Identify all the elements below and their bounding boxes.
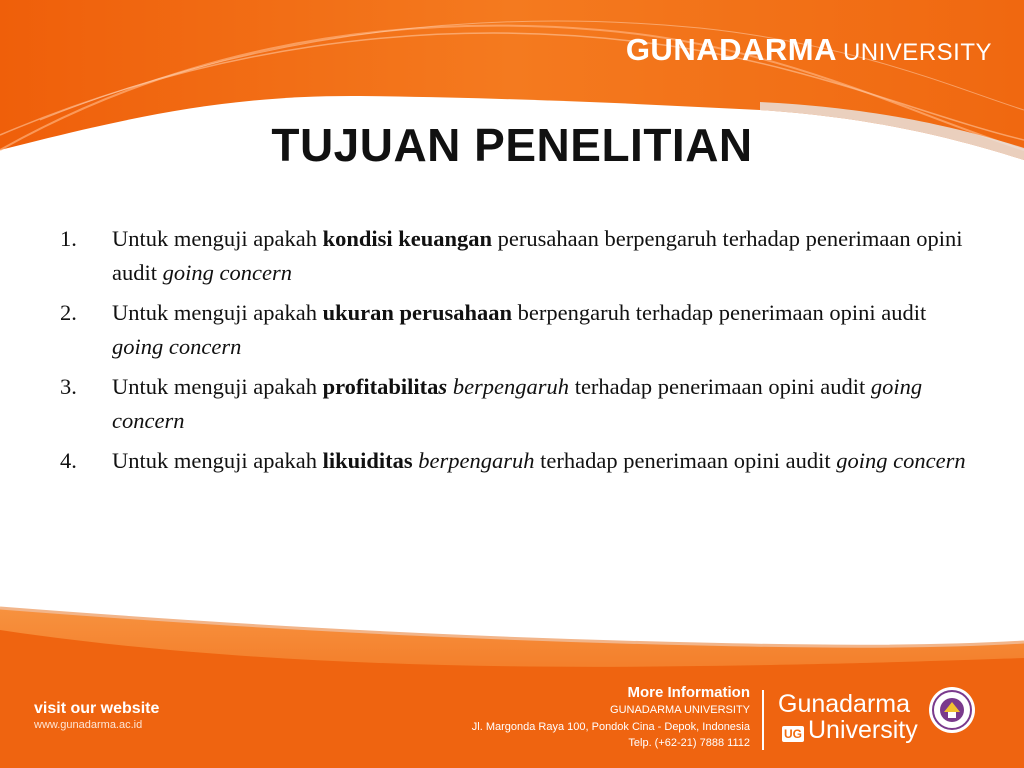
phone: Telp. (+62-21) 7888 1112 [628,737,750,749]
objective-italic-verb: berpengaruh [447,374,570,399]
brand-suffix: UNIVERSITY [842,39,992,66]
address: Jl. Margonda Raya 100, Pondok Cina - Depok, Indonesia [471,721,750,733]
objective-italic-verb: berpengaruh [412,448,535,473]
objective-key-variable: likuiditas [322,448,413,473]
objective-italic-term: going concern [162,260,292,285]
website-link[interactable]: www.gunadarma.ac.id [34,719,143,731]
objective-item [60,370,970,438]
more-info-title: More Information [627,684,750,701]
objective-text-body: berpengaruh terhadap penerimaan opini audit [512,300,927,325]
objective-text-lead: Untuk menguji apakah [112,374,323,399]
objective-key-variable: kondisi keuangan [322,226,493,251]
logo-line1: Gunadarma [778,690,911,718]
objective-item [60,444,970,478]
footer-divider [762,690,764,750]
objective-key-variable-suffix: s [438,374,448,399]
objective-text-body: perusahaan berpengaruh terhadap penerimaan opini audit [112,226,963,285]
brand-logo [626,34,992,65]
objective-text-lead: Untuk menguji apakah [112,300,323,325]
visit-title: visit our website [34,700,160,717]
objective-item [60,222,970,290]
ug-mark-icon: UG [784,727,802,741]
more-info-org: GUNADARMA UNIVERSITY [610,704,750,716]
objective-text-body: terhadap penerimaan opini audit [569,374,871,399]
more-information [472,684,750,750]
objective-number: 1. [60,226,77,251]
objective-text-body: terhadap penerimaan opini audit [534,448,837,473]
objective-key-variable: profitabilita [322,374,439,399]
objectives-list [60,222,970,484]
university-seal-icon [928,686,976,734]
objective-text-lead: Untuk menguji apakah [112,448,323,473]
objective-number: 4. [60,448,77,473]
logo-line2: University [808,716,918,744]
objective-key-variable: ukuran perusahaan [322,300,513,325]
footer-logo [778,692,918,743]
objective-number: 2. [60,300,77,325]
objective-item [60,296,970,364]
brand-name: GUNADARMA [625,32,837,67]
objective-italic-term: going concern [112,334,242,359]
objective-number: 3. [60,374,77,399]
slide-title: TUJUAN PENELITIAN [271,119,753,171]
objective-text-lead: Untuk menguji apakah [112,226,323,251]
objective-italic-term: going concern [112,374,923,433]
visit-website [34,700,159,732]
objective-italic-term: going concern [836,448,966,473]
